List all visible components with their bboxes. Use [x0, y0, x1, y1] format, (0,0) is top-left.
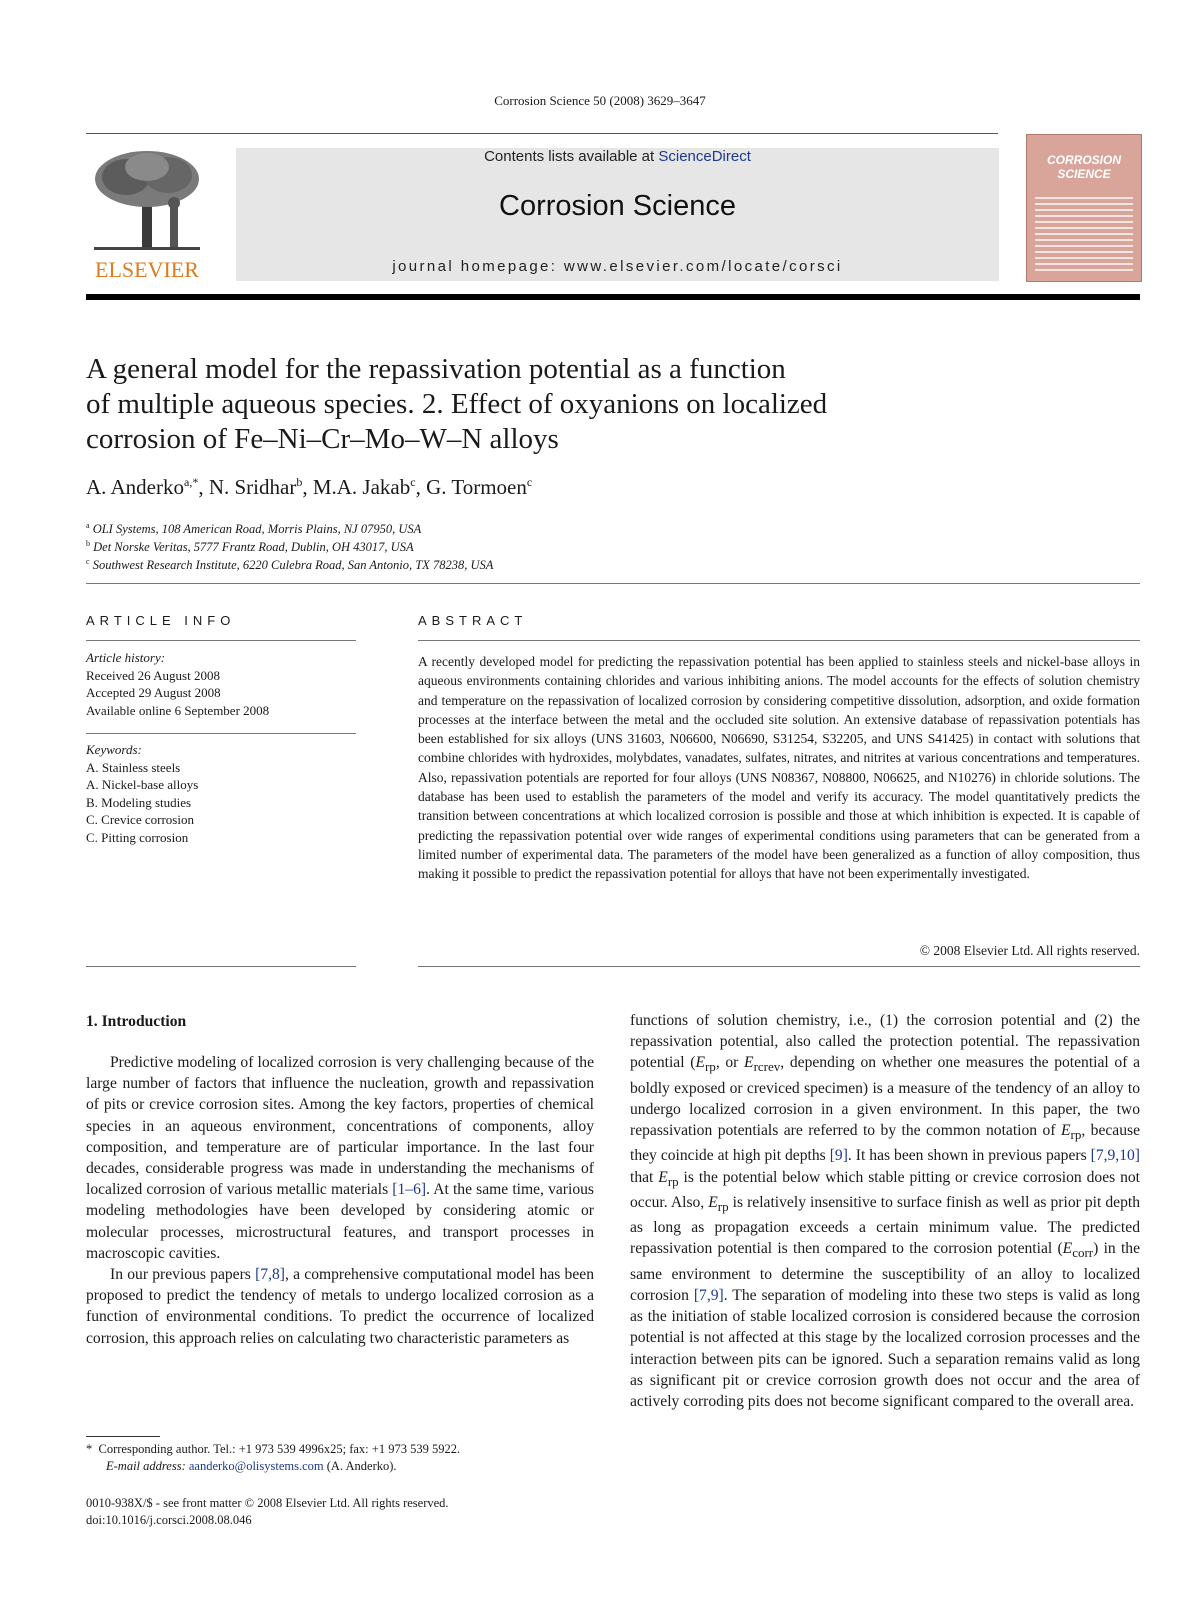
paragraph: In our previous papers [7,8], a comprehensive computational model has been proposed to predict the tendency of metals to undergo localized corrosion as a function of environmental conditions. To predict the occurrence of localized corrosion, this approach relies on calculating two characteristic parameters as: [86, 1266, 594, 1347]
affiliation: $^c$ Southwest Research Institute, 6220 Culebra Road, San Antonio, TX 78238, USA: [86, 557, 494, 573]
article-title: A general model for the repassivation potential as a function of multiple aqueous species. 2. Effect of oxyanions on localized corrosion of Fe–Ni–Cr–Mo–W–N alloys: [86, 353, 828, 455]
front-matter-note: [86, 1495, 449, 1529]
divider: [418, 966, 1140, 967]
reference-link[interactable]: [7,9,10]: [1090, 1147, 1140, 1165]
cover-contents-lines: [1035, 197, 1133, 275]
corresponding-author-footnote: * Corresponding author. Tel.: +1 973 539 4996x25; fax: +1 973 539 5922. E-mail address: aanderko@olisystems.com (A. Anderko).: [86, 1442, 461, 1473]
sciencedirect-link[interactable]: ScienceDirect: [658, 148, 751, 165]
footnote-rule: [86, 1436, 160, 1437]
author-name[interactable]: A. Anderko: [86, 475, 184, 499]
keyword: C. Crevice corrosion: [86, 812, 194, 827]
abstract-text: A recently developed model for predicting the repassivation potential has been applied to stainless steels and nickel-base alloys in aqueous environments containing chlorides and various inhibiting anions. The model accounts for the effects of solution chemistry and temperature on the repassivation of localized corrosion by considering competitive dissolution, adsorption, and oxide formation processes at the interface between the metal and the occluded site solution. An extensive database of repassivation potentials has been established for six alloys (UNS 31603, N06600, N06690, S31254, S32205, and UNS S41425) in contact with solutions that combine chlorides with hydroxides, molybdates, vanadates, sulfates, nitrates, and nitrites at various concentrations and temperatures. Also, repassivation potentials are reported for four alloys (UNS N08367, N08800, N06625, and N10276) in chloride solutions. The database has been used to establish the parameters of the model and verify its accuracy. The model quantitatively predicts the transition between concentrations at which localized corrosion is possible and those at which inhibition is expected. It is capable of predicting the repassivation potential over wide ranges of experimental conditions using parameters that can be generated from a limited number of experimental data. The parameters of the model have been generalized as a function of alloy composition, thus making it possible to predict the repassivation potential for alloys that have not been experimentally investigated.: [418, 654, 1140, 882]
journal-citation: Corrosion Science 50 (2008) 3629–3647: [494, 93, 706, 108]
divider: [86, 966, 356, 967]
author-name[interactable]: G. Tormoen: [426, 475, 527, 499]
article-info-heading: ARTICLE INFO: [86, 613, 236, 628]
author-name[interactable]: N. Sridhar: [208, 475, 297, 499]
body-left-column: [86, 1052, 594, 1349]
journal-homepage[interactable]: journal homepage: www.elsevier.com/locate/corsci: [392, 258, 843, 275]
paragraph: functions of solution chemistry, i.e., (1) the corrosion potential and (2) the repassivation potential, also called the protection potential. The repassivation potential ($E_{rp}$, or $E_{rcrev}$, depending on whether one measures the potential of a boldly exposed or creviced specimen) is a measure of the tendency of an alloy to undergo localized corrosion in a given environment. In this paper, the two repassivation potentials are referred to by the common notation of $E_{rp}$, because they coincide at high pit depths [9]. It has been shown in previous papers [7,9,10] that $E_{rp}$ is the potential below which stable pitting or crevice corrosion does not occur. Also, $E_{rp}$ is relatively insensitive to surface finish as well as prior pit depth as long as propagation exceeds a certain minimum value. The predicted repassivation potential is then compared to the corrosion potential $(E_{corr})$ in the same environment to determine the susceptibility of an alloy to localized corrosion [7,9]. The separation of modeling into these two steps is valid as long as the initiation of stable localized corrosion is considered because the corrosion potential is not affected at this stage by the localized corrosion processes and the interaction between pits can be ignored. Such a separation remains valid as long as significant pit or crevice corrosion growth does not occur and the area of actively corroding pits does not become significant compared to the overall area.: [630, 1012, 1141, 1410]
reference-link[interactable]: [7,9]: [693, 1286, 724, 1304]
divider: [86, 733, 356, 734]
keyword: A. Stainless steels: [86, 759, 181, 775]
section-heading: 1. Introduction: [86, 1013, 187, 1030]
elsevier-logo: [86, 147, 208, 283]
affiliation: $^a$ OLI Systems, 108 American Road, Morris Plains, NJ 07950, USA: [86, 521, 422, 537]
elsevier-wordmark: ELSEVIER: [95, 257, 199, 282]
journal-banner: [236, 148, 999, 281]
contents-line: Contents lists available at ScienceDirect: [484, 148, 751, 165]
abstract-heading: ABSTRACT: [418, 613, 528, 628]
paragraph: Predictive modeling of localized corrosion is very challenging because of the large number of factors that influence the nucleation, growth and repassivation of pits or crevice corrosion sites. Among the key factors, properties of chemical species in an aqueous environment, concentrations of components, alloy composition, and temperature are of particular importance. In the last four decades, considerable progress was made in understanding the mechanisms of localized corrosion of various metallic materials [1–6]. At the same time, various modeling methodologies have been developed by considering atomic or molecular processes, microstructural features, and transport processes in macroscopic cavities.: [86, 1054, 594, 1262]
author-name[interactable]: M.A. Jakab: [312, 475, 411, 499]
doi-line[interactable]: doi:10.1016/j.corsci.2008.08.046: [86, 1513, 252, 1527]
keyword: B. Modeling studies: [86, 794, 192, 810]
journal-name: Corrosion Science: [499, 190, 736, 222]
divider: [418, 640, 1140, 641]
divider: [86, 640, 356, 641]
keyword: A. Nickel-base alloys: [86, 777, 199, 792]
article-history: Article history: Received 26 August 2008 Accepted 29 August 2008 Available online 6 September 2008: [86, 650, 270, 718]
divider: [86, 583, 1140, 584]
abstract-copyright: © 2008 Elsevier Ltd. All rights reserved.: [919, 943, 1140, 958]
header-rule: [86, 133, 998, 134]
issn-line: 0010-938X/$ - see front matter © 2008 Elsevier Ltd. All rights reserved.: [86, 1496, 449, 1510]
body-right-column: [630, 1010, 1140, 1412]
header-thick-rule: [86, 294, 1140, 300]
elsevier-tree-icon: [86, 147, 208, 255]
keywords: Keywords: A. Stainless steels A. Nickel-base alloys B. Modeling studies C. Crevice corrosion C. Pitting corrosion: [86, 741, 356, 846]
reference-link[interactable]: [7,8]: [255, 1266, 285, 1284]
cover-title: CORROSION SCIENCE: [1046, 153, 1121, 181]
keyword: C. Pitting corrosion: [86, 829, 189, 845]
journal-cover-thumbnail: [1026, 134, 1142, 282]
affiliation: $^b$ Det Norske Veritas, 5777 Frantz Road, Dublin, OH 43017, USA: [86, 539, 414, 555]
reference-link[interactable]: [1–6]: [392, 1181, 427, 1199]
email-link[interactable]: aanderko@olisystems.com: [188, 1459, 324, 1473]
author-list: A. Anderko$^{a,*}$, N. Sridhar$^b$, M.A. Jakab$^c$, G. Tormoen$^c$: [86, 475, 533, 499]
reference-link[interactable]: [9]: [829, 1147, 848, 1165]
